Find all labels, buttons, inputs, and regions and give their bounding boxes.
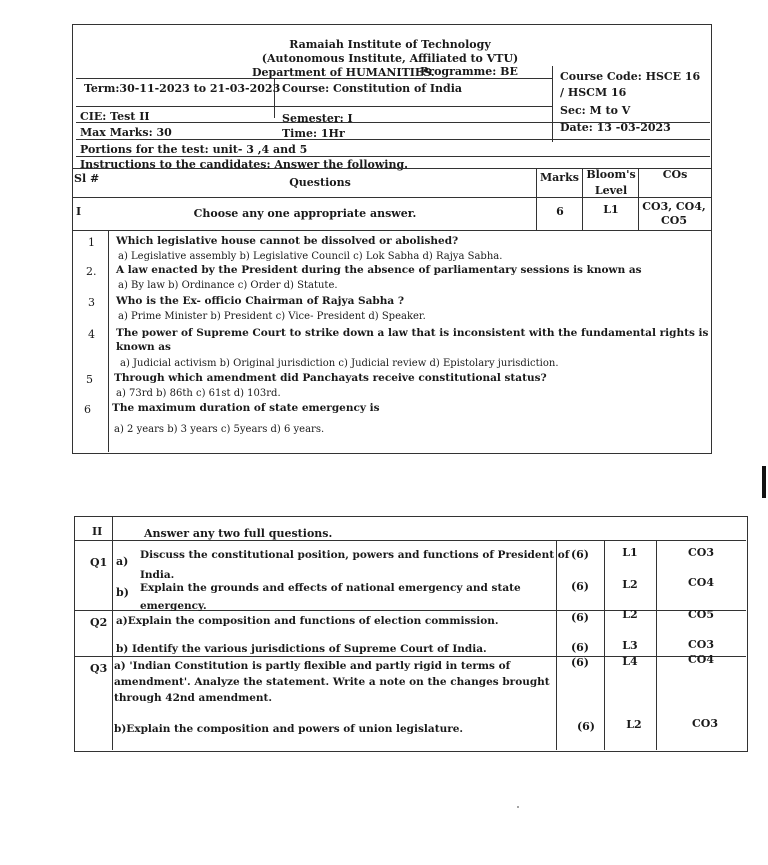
question-marks: (6) <box>570 548 590 561</box>
rule <box>74 540 746 541</box>
semester: Semester: I <box>282 112 353 125</box>
part1-cos-2: CO5 <box>661 214 687 227</box>
term: Term:30-11-2023 to 21-03-2023 <box>84 82 281 95</box>
part1-marks: 6 <box>556 205 564 218</box>
question-co: CO4 <box>688 576 714 589</box>
question-text: Which legislative house cannot be dissolved or abolished? <box>116 235 459 247</box>
rule <box>72 197 712 198</box>
rule <box>536 168 537 230</box>
question-text: a) 'Indian Constitution is partly flexible and partly rigid in terms of <box>114 660 511 672</box>
question-text: The power of Supreme Court to strike down a law that is inconsistent with the fundamental rights is <box>116 327 709 339</box>
question-text: Discuss the constitutional position, powers and functions of President of <box>140 549 570 561</box>
col-header-blooms-level: Level <box>594 184 628 197</box>
portions: Portions for the test: unit- 3 ,4 and 5 <box>80 143 308 156</box>
question-text: Through which amendment did Panchayats receive constitutional status? <box>114 372 547 384</box>
scan-edge-mark <box>762 466 766 498</box>
question-number: 4 <box>88 328 95 341</box>
part1-instruction: Choose any one appropriate answer. <box>193 207 417 220</box>
scan-speck <box>517 806 519 808</box>
question-level: L2 <box>622 608 638 621</box>
question-options: a) 73rd b) 86th c) 61st d) 103rd. <box>116 388 281 399</box>
part2-instruction: Answer any two full questions. <box>144 527 333 540</box>
question-options: a) Judicial activism b) Original jurisdiction c) Judicial review d) Epistolary jurisdiction. <box>120 358 559 369</box>
rule <box>582 168 583 230</box>
question-level: L2 <box>622 578 638 591</box>
question-marks: (6) <box>570 580 590 593</box>
department: Department of HUMANITIES. <box>252 66 435 79</box>
question-text: Explain the grounds and effects of national emergency and state <box>140 582 521 594</box>
question-co: CO3 <box>692 717 718 730</box>
rule <box>76 156 710 157</box>
question-options: a) Prime Minister b) President c) Vice- President d) Speaker. <box>118 311 426 322</box>
course-code-alt: / HSCM 16 <box>560 86 627 99</box>
question-level: L1 <box>622 546 638 559</box>
sub-question-label: b) <box>116 586 129 599</box>
rule <box>76 78 552 79</box>
question-options: a) Legislative assembly b) Legislative Council c) Lok Sabha d) Rajya Sabha. <box>118 251 503 262</box>
question-text: A law enacted by the President during the absence of parliamentary sessions is known as <box>116 264 642 276</box>
exam-date: Date: 13 -03-2023 <box>560 121 671 134</box>
question-co: CO5 <box>688 608 714 621</box>
programme: Programme: BE <box>420 65 518 78</box>
sub-question-label: a) <box>116 555 129 568</box>
question-number: Q1 <box>90 556 108 569</box>
part1-number: I <box>76 205 82 218</box>
question-number: Q3 <box>90 662 108 675</box>
cie: CIE: Test II <box>80 110 150 123</box>
question-text: b)Explain the composition and powers of union legislature. <box>114 723 464 735</box>
question-number: 5 <box>86 373 93 386</box>
question-marks: (6) <box>576 720 596 733</box>
instructions: Instructions to the candidates: Answer the following. <box>80 158 409 171</box>
part1-cos: CO3, CO4, <box>642 200 706 213</box>
question-co: CO3 <box>688 638 714 651</box>
question-number: Q2 <box>90 616 108 629</box>
rule <box>552 66 553 142</box>
question-options: a) By law b) Ordinance c) Order d) Statute. <box>118 280 338 291</box>
institute-affiliation: (Autonomous Institute, Affiliated to VTU) <box>261 52 519 65</box>
col-header-marks: Marks <box>540 171 579 184</box>
question-text-cont: India. <box>140 569 175 581</box>
question-text-cont: emergency. <box>140 600 207 612</box>
course-code: Course Code: HSCE 16 <box>560 70 701 83</box>
question-text: The maximum duration of state emergency is <box>112 402 380 414</box>
rule <box>76 106 552 107</box>
question-level: L4 <box>622 655 638 668</box>
question-number: 2. <box>86 265 97 278</box>
question-level: L2 <box>626 718 642 731</box>
max-marks: Max Marks: 30 <box>80 126 172 139</box>
question-text: Who is the Ex- officio Chairman of Rajya Sabha ? <box>116 295 405 307</box>
question-number: 6 <box>84 403 91 416</box>
question-marks: (6) <box>570 641 590 654</box>
col-header-blooms: Bloom's <box>586 168 636 181</box>
question-number: 1 <box>88 236 95 249</box>
part2-number: II <box>92 525 103 538</box>
rule <box>72 230 712 231</box>
col-header-sl: Sl # <box>74 172 100 185</box>
question-text: a)Explain the composition and functions of election commission. <box>116 615 499 627</box>
rule <box>604 540 605 750</box>
col-header-cos: COs <box>662 168 688 181</box>
rule <box>76 139 710 140</box>
question-text-cont: known as <box>116 341 171 353</box>
question-co: CO3 <box>688 546 714 559</box>
question-text: b) Identify the various jurisdictions of Supreme Court of India. <box>116 643 487 655</box>
col-header-questions: Questions <box>289 176 351 189</box>
question-text-cont: amendment'. Analyze the statement. Write a note on the changes brought <box>114 676 550 688</box>
question-text-cont: through 42nd amendment. <box>114 692 273 704</box>
question-marks: (6) <box>570 611 590 624</box>
institute-name: Ramaiah Institute of Technology <box>289 38 491 51</box>
question-number: 3 <box>88 296 95 309</box>
question-marks: (6) <box>570 656 590 669</box>
question-level: L3 <box>622 639 638 652</box>
rule <box>556 540 557 750</box>
section: Sec: M to V <box>560 104 631 117</box>
question-options: a) 2 years b) 3 years c) 5years d) 6 years. <box>114 424 325 435</box>
question-co: CO4 <box>688 653 714 666</box>
duration: Time: 1Hr <box>282 127 345 140</box>
course-name: Course: Constitution of India <box>282 82 463 95</box>
part1-level: L1 <box>603 203 619 216</box>
rule <box>108 230 109 452</box>
rule <box>112 516 113 750</box>
